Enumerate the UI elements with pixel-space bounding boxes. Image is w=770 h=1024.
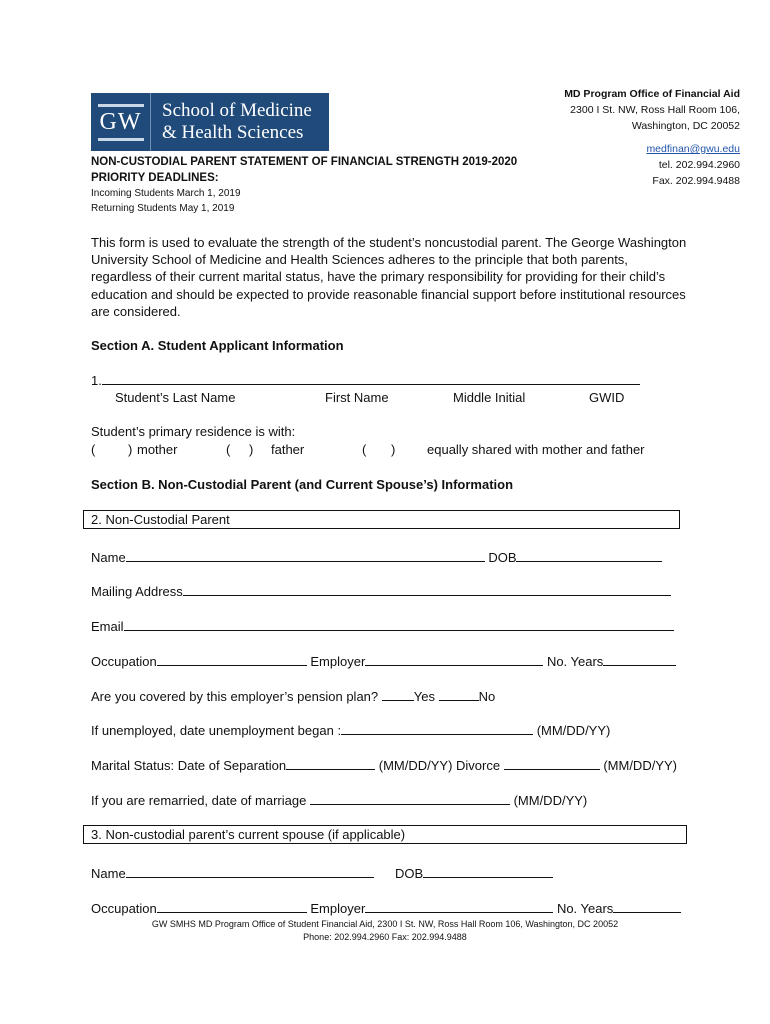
address-line-2: Washington, DC 20052 xyxy=(631,120,740,132)
mailing-address-line[interactable] xyxy=(183,582,671,596)
parent-dob-line[interactable] xyxy=(516,548,662,562)
deadline-returning: Returning Students May 1, 2019 xyxy=(91,203,235,214)
page-footer xyxy=(0,918,770,944)
option-father: father xyxy=(271,442,305,457)
parent-name-row: Name DOB xyxy=(91,548,662,566)
option-mother: mother xyxy=(137,442,178,457)
label-last-name: Student’s Last Name xyxy=(115,390,236,405)
fax: Fax. 202.994.9488 xyxy=(652,175,740,187)
option-shared: equally shared with mother and father xyxy=(427,442,645,457)
school-name: School of Medicine & Health Sciences xyxy=(162,100,312,143)
parent-name-line[interactable] xyxy=(126,548,485,562)
footer-phone: Phone: 202.994.2960 Fax: 202.994.9488 xyxy=(303,932,467,942)
mailing-row: Mailing Address xyxy=(91,582,671,600)
paren-close-father[interactable]: ) xyxy=(249,442,254,457)
marriage-date-line[interactable] xyxy=(310,791,510,805)
paren-close-mother[interactable]: ) xyxy=(128,442,133,457)
student-name-line[interactable] xyxy=(102,371,640,385)
deadlines-label: PRIORITY DEADLINES: xyxy=(91,172,219,184)
spouse-dob-line[interactable] xyxy=(423,864,553,878)
email-row: Email xyxy=(91,617,674,635)
spouse-employer-line[interactable] xyxy=(365,899,553,913)
spouse-years-line[interactable] xyxy=(613,899,681,913)
pension-yes-line[interactable] xyxy=(382,687,414,701)
contact-block xyxy=(564,86,740,189)
footer-address: GW SMHS MD Program Office of Student Financial Aid, 2300 I St. NW, Ross Hall Room 106, Washington, DC 20052 xyxy=(151,919,619,929)
spouse-dob-row: DOB xyxy=(395,864,553,882)
remarried-row: If you are remarried, date of marriage (MM/DD/YY) xyxy=(91,793,588,808)
pension-no-line[interactable] xyxy=(439,687,479,701)
pension-row: Are you covered by this employer’s pension plan? Yes No xyxy=(91,689,496,704)
paren-open-shared[interactable]: ( xyxy=(362,442,367,457)
residence-label: Student’s primary residence is with: xyxy=(91,424,296,439)
label-gwid: GWID xyxy=(589,390,625,405)
intro-paragraph: This form is used to evaluate the strength of the student’s noncustodial parent. The George Washington University School of Medicine and Health Sciences adheres to the principle that both parents, regardless of their current marital status, have the primary responsibility for providing for their child’s education and should be expected to provide reasonable financial support before institutional resources are considered. xyxy=(91,235,687,319)
email-link[interactable]: medfinan@gwu.edu xyxy=(646,143,740,155)
section-b-heading: Section B. Non-Custodial Parent (and Current Spouse’s) Information xyxy=(91,477,514,492)
spouse-name-row: Name xyxy=(91,864,374,882)
student-name-row: 1. xyxy=(91,371,640,389)
unemployment-date-line[interactable] xyxy=(341,721,533,735)
gw-logo xyxy=(91,93,329,151)
divorce-date-line[interactable] xyxy=(504,756,600,770)
spouse-occupation-row: Occupation Employer No. Years xyxy=(91,899,681,917)
years-line[interactable] xyxy=(603,652,676,666)
gw-mark: GW xyxy=(91,93,151,151)
box-current-spouse: 3. Non-custodial parent’s current spouse (if applicable) xyxy=(83,825,687,844)
office-name: MD Program Office of Financial Aid xyxy=(564,88,740,100)
form-title: NON-CUSTODIAL PARENT STATEMENT OF FINANCIAL STRENGTH 2019-2020 xyxy=(91,156,518,168)
spouse-name-line[interactable] xyxy=(126,864,374,878)
spouse-occupation-line[interactable] xyxy=(157,899,307,913)
marital-row: Marital Status: Date of Separation (MM/DD/YY) Divorce (MM/DD/YY) xyxy=(91,758,677,773)
section-a-heading: Section A. Student Applicant Information xyxy=(91,338,344,353)
paren-open-father[interactable]: ( xyxy=(226,442,231,457)
email-line[interactable] xyxy=(124,617,674,631)
separation-date-line[interactable] xyxy=(286,756,375,770)
deadline-incoming: Incoming Students March 1, 2019 xyxy=(91,188,241,199)
unemployment-row: If unemployed, date unemployment began : (MM/DD/YY) xyxy=(91,723,611,738)
paren-open-mother[interactable]: ( xyxy=(91,442,96,457)
telephone: tel. 202.994.2960 xyxy=(658,159,740,171)
deadlines xyxy=(91,186,241,216)
paren-close-shared[interactable]: ) xyxy=(391,442,396,457)
address-line-1: 2300 I St. NW, Ross Hall Room 106, xyxy=(570,104,740,116)
label-first-name: First Name xyxy=(325,390,389,405)
label-middle-initial: Middle Initial xyxy=(453,390,526,405)
form-title-block xyxy=(91,154,517,186)
box-non-custodial-parent: 2. Non-Custodial Parent xyxy=(83,510,680,529)
occupation-row: Occupation Employer No. Years xyxy=(91,652,676,670)
employer-line[interactable] xyxy=(365,652,543,666)
occupation-line[interactable] xyxy=(157,652,307,666)
